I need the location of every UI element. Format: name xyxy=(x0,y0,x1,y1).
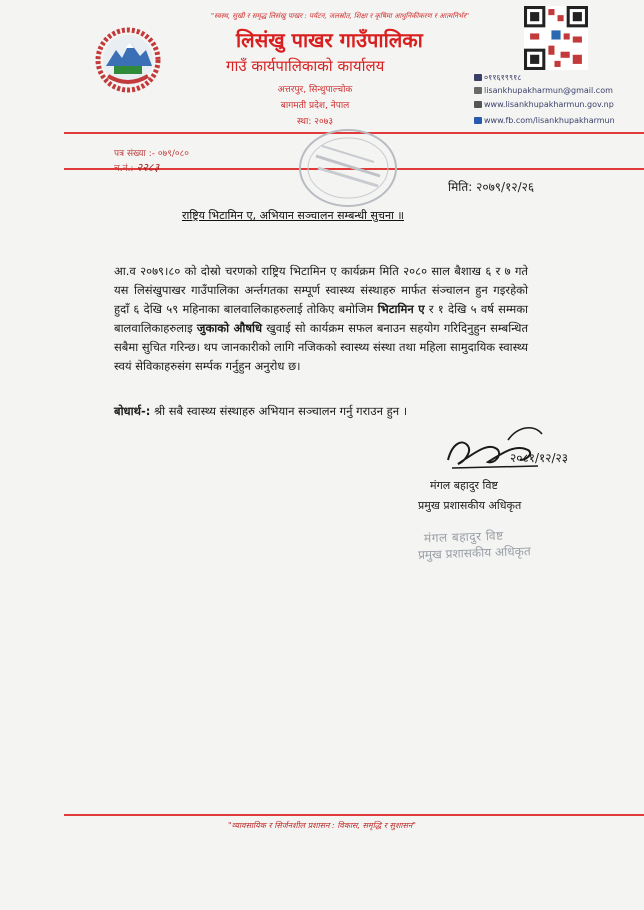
dispatch-number: च.नं.: २२८३ xyxy=(114,161,160,174)
notice-body: आ.व २०७९।८० को दोस्रो चरणको राष्ट्रिय भिटामिन ए कार्यक्रम मिति २०८० साल बैशाख ६ र ७ गते यस लिसंखुपाखर गाउँपालिका अर्न्तगतका सम्पूर्ण स्वास्थ्य संस्थाहरु मार्फत संञ्चालन हुन गइरहेको हुदाँ ६ देखि ५९ महिनाका बालवालिकाहरुलाई तोकिए बमोजिम भिटामिन ए र १ देखि ५ वर्ष सम्मका बालवालिकाहरुलाइ जुकाको औषधि खुवाई सो कार्यक्रम सफल बनाउन सहयोग गरिदिनुहुन सम्बन्धित सबैमा सुचित गरिन्छ। थप जानकारीको लागि नजिकको स्वास्थ्य संस्था तथा महिला सामुदायिक स्वास्थ्य स्वयं सेविकाहरुसंग सर्म्पक गर्नुहुन अनुरोध छ। xyxy=(114,264,529,373)
established-year: स्था: २०७३ xyxy=(296,117,334,127)
signatory-stamp-name: मंगल बहादुर विष्ट xyxy=(423,528,504,546)
nepal-emblem-icon xyxy=(94,26,162,94)
web-icon xyxy=(474,101,482,108)
contact-email[interactable]: lisankhupakharmun@gmail.com xyxy=(474,86,613,95)
issue-date: मिति: २०७९/१२/२६ xyxy=(448,180,535,194)
signatory-post: प्रमुख प्रशासकीय अधिकृत xyxy=(418,499,522,512)
office-subtitle: गाउँ कार्यपालिकाको कार्यालय xyxy=(226,57,385,75)
signature-date: २०८१/१२/२३ xyxy=(510,451,569,465)
notice-subject: राष्ट्रिय भिटामिन ए, अभियान सञ्चालन सम्बन्धी सुचना ॥ xyxy=(182,209,404,222)
top-slogan: "स्वस्थ, सुखी र समृद्ध लिसंखु पाखर : पर्यटन, जलस्रोत, शिक्षा र कृषिमा आधुनिकीकरण र आत्मनिर्भर" xyxy=(210,12,470,20)
office-seal-stamp xyxy=(296,126,400,210)
address-line-2: बागमती प्रदेश, नेपाल xyxy=(280,101,350,111)
phone-icon xyxy=(474,74,482,81)
signature-image xyxy=(438,420,598,482)
contact-website[interactable]: www.lisankhupakharmun.gov.np xyxy=(474,100,614,109)
office-title: लिसंखु पाखर गाउँपालिका xyxy=(236,28,423,52)
facebook-icon xyxy=(474,117,482,124)
signatory-name: मंगल बहादुर विष्ट xyxy=(430,479,498,492)
address-line-1: अत्तरपुर, सिन्धुपाल्चोक xyxy=(277,85,353,95)
qr-code-icon xyxy=(524,6,588,70)
footer-divider xyxy=(64,814,644,816)
contact-phone: ०११६१९९१८ xyxy=(474,72,521,83)
reference-number: पत्र संख्या :- ०७९/०८० xyxy=(114,149,189,159)
footer-slogan: "व्यावसायिक र सिर्जनशील प्रशासन : विकास, समृद्धि र सुशासन" xyxy=(228,821,416,830)
signatory-stamp-post: प्रमुख प्रशासकीय अधिकृत xyxy=(417,544,531,562)
cc-line: बोधार्थ-: श्री सबै स्वास्थ्य संस्थाहरु अभियान सञ्चालन गर्नु गराउन हुन । xyxy=(114,404,408,418)
contact-facebook[interactable]: www.fb.com/lisankhupakharmun xyxy=(474,116,615,125)
email-icon xyxy=(474,87,482,94)
